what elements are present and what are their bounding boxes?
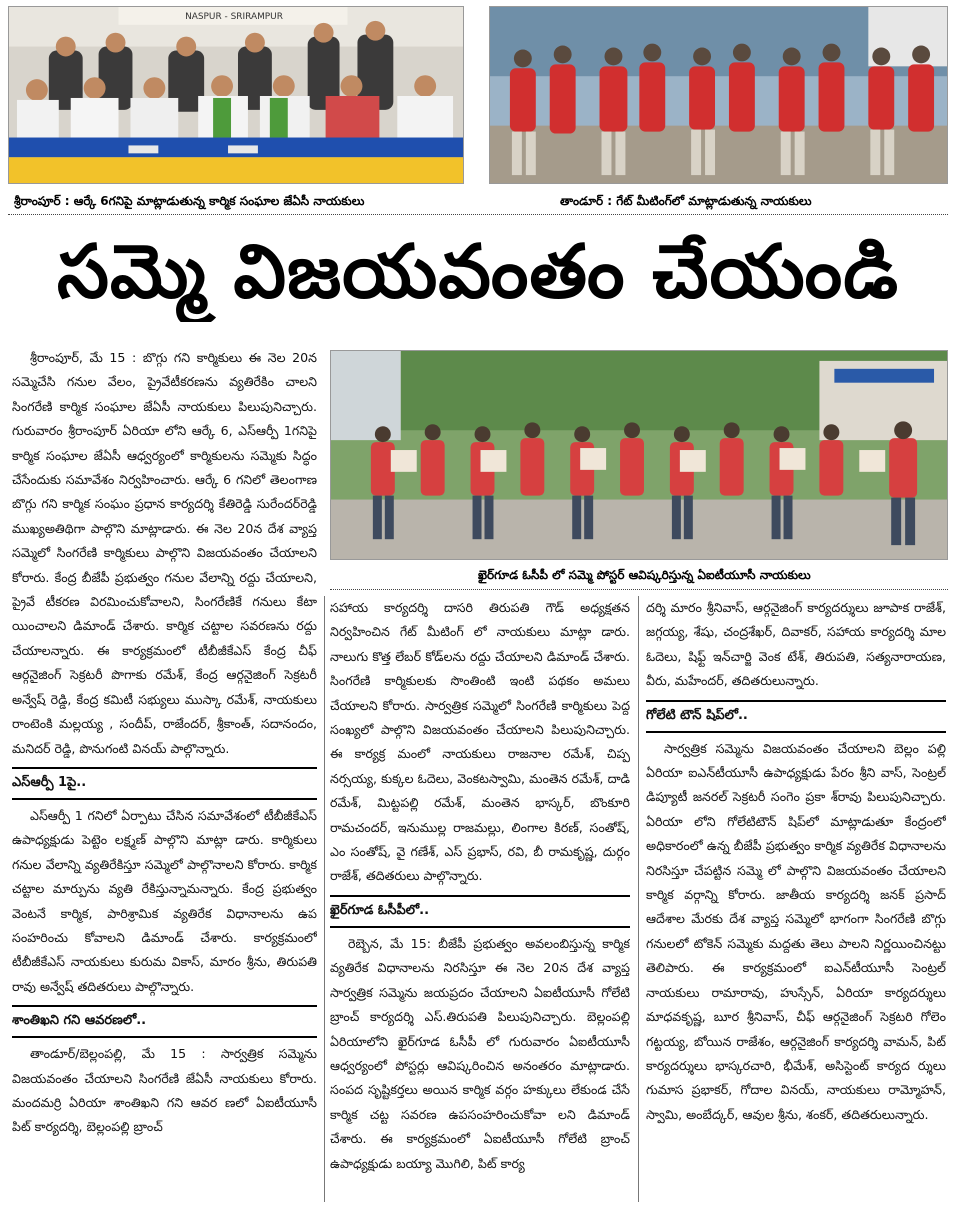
photo-press-meet [8,6,464,184]
article-paragraph: సహాయ కార్యదర్శి దాసరి తిరుపతి గౌడ్ అధ్యక్షతన నిర్వహించిన గేట్ మీటింగ్ లో నాయకులు మాట్లా డారు. నాలుగు కొత్త లేబర్ కోడ్‌లను రద్దు చేయాలని డిమాండ్ చేశారు. సింగరేణి కార్మికులకు సొంతింటి ఇంటి పథకం అమలు చేయాలని కోరారు. సార్వత్రిక సమ్మెలో సింగరేణి కార్మికులు పెద్ద సంఖ్యలో పాల్గొని విజయవంతం చేయాలని పిలుపునిచ్చారు. ఈ కార్యక్ర మంలో నాయకులు రాజనాల రమేశ్, చిప్ప నర్సయ్య, కుక్కల ఓదెలు, వెంకటస్వామి, మంతెన రమేశ్, దాడి రమేశ్, మిట్టపల్లి రమేశ్, మంతెన భాస్కర్, బొంకూరి రామచందర్, ఇనుముల్ల రాజమల్లు, లింగాల కిరణ్, సంతోష్, ఎం సంతోష్, వై గణేశ్, ఎస్ ప్రభాస్, రవి, బీ రామకృష్ణ, దుర్గం రాజేశ్, తదితరులు పాల్గొన్నారు. [330,600,630,884]
top-divider [8,214,948,215]
subheading-srp1: ఎస్ఆర్పీ 1పై.. [12,767,317,800]
article-column-1 [12,346,317,1202]
photo-banner-text: NASPUR - SRIRAMPUR [185,11,283,22]
article-column-3 [646,596,946,1202]
caption-press-meet: శ్రీరాంపూర్ : ఆర్కే 6గనిపై మాట్లాడుతున్న కార్మిక సంఘాల జేఏసీ నాయకులు [14,194,365,208]
article-paragraph: ఎస్ఆర్పీ 1 గనిలో ఏర్పాటు చేసిన సమావేశంలో టీబీజీకేఎస్ ఉపాధ్యక్షుడు పెట్టెం లక్ష్మణ్ పాల్గొని మాట్లా డారు. కార్మికులు గనుల వేలాన్ని వ్యతిరేకిస్తూ సమ్మెలో పాల్గొనాలని కోరారు. కార్మిక చట్టాల మార్పును వ్యతి రేకిస్తున్నామన్నారు. కేంద్ర ప్రభుత్వం వెంటనే కార్మిక, పారిశ్రామిక వ్యతిరేక విధానాలను ఉప సంహరించు కోవాలని డిమాండ్ చేశారు. కార్యక్రమంలో టీబీజీకేఎస్ నాయకులు కురుమ వికాస్, మారం శ్రీను, తిరుపతి రావు అన్వేష్ తదితరులు పాల్గొన్నారు. [12,807,317,994]
subheading-shanthikhani: శాంతిఖని గని ఆవరణలో.. [12,1005,317,1038]
caption-poster-release: ఖైర్‌గూడ ఓసీపీ లో సమ్మె పోస్టర్ ఆవిష్కరిస్తున్న ఏఐటీయూసీ నాయకులు [478,568,811,582]
article-paragraph: శ్రీరాంపూర్, మే 15 : బొగ్గు గని కార్మికులు ఈ నెల 20న సమ్మెచేసి గనుల వేలం, ప్రైవేటీకరణను వ్యతిరేకిం చాలని సింగరేణి కార్మిక సంఘాల జేఏసీ నాయకులు పిలుపునిచ్చారు. గురువారం శ్రీరాంపూర్ ఏరియా లోని ఆర్కే 6, ఎస్ఆర్పీ 1గనిపై కార్మిక సంఘాల జేఏసీ ఆధ్వర్యంలో కార్మికులను సమ్మెకు సిద్ధం చేసేందుకు సమావేశం నిర్వహించారు. ఆర్కే 6 గనిలో తెలంగాణ బొగ్గు గని కార్మిక సంఘం ప్రధాన కార్యదర్శి కేతిరెడ్డి సురేందర్‌రెడ్డి ముఖ్యఅతిథిగా పాల్గొని మాట్లాడారు. ఈ నెల 20న దేశ వ్యాప్త సమ్మెలో సింగరేణి కార్మికులు పాల్గొని విజయవంతం చేయాలని కోరారు. కేంద్ర బీజేపీ ప్రభుత్వం గనుల వేలాన్ని రద్దు చేయాలని, ప్రైవే టీకరణ విరమించుకోవాలని, సింగరేణికే గనులు కేటా యించాలని డిమాండ్ చేశారు. కార్మిక చట్టాల సవరణను రద్దు చేయాలన్నారు. ఈ కార్యక్రమంలో టీబీజీకేఎస్ కేంద్ర చీఫ్ ఆర్గనైజింగ్ సెక్రటరీ పొగాకు రమేశ్, కేంద్ర ఆర్గనైజింగ్ సెక్రటరీ అన్వేష్ రెడ్డి, కేంద్ర కమిటీ సభ్యులు ముస్కా రమేశ్, నాయకులు రాంటెంకి మల్లయ్య , సందీప్, రాజేందర్, శ్రీకాంత్, సదానందం, మనిదర్ రెడ్డి, పొనుగంటి వినయ్ పాల్గొన్నారు. [12,350,317,756]
headline: సమ్మె విజయవంతం చేయండి [57,229,899,315]
caption-gate-meeting: తాండూర్ : గేట్ మీటింగ్‌లో మాట్లాడుతున్న నాయకులు [560,194,812,208]
middle-divider [330,589,948,590]
article-paragraph: తాండూర్/బెల్లంపల్లి, మే 15 : సార్వత్రిక సమ్మెను విజయవంతం చేయాలని సింగరేణి జేఏసీ నాయకులు కోరారు. మందమర్రి ఏరియా శాంతిఖని గని ఆవర ణలో ఏఐటీయూసీ పిట్ కార్యదర్శి, బెల్లంపల్లి బ్రాంచ్ [12,1046,317,1135]
column-divider [324,596,325,1202]
article-paragraph: రెబ్బెన, మే 15: బీజేపీ ప్రభుత్వం అవలంబిస్తున్న కార్మిక వ్యతిరేక విధానాలను నిరసిస్తూ ఈ నెల 20న దేశ వ్యాప్త సార్వత్రిక సమ్మెను జయప్రదం చేయాలని ఏఐటీయూసీ గోలేటి బ్రాంచ్ కార్యదర్శి ఎస్.తిరుపతి పిలుపునిచ్చారు. బెల్లంపల్లి ఏరియాలోని ఖైర్‌గూడ ఓసీపీ లో గురువారం ఏఐటీయూసీ ఆధ్వర్యంలో పోస్టర్లు ఆవిష్కరించిన అనంతరం మాట్లాడారు. సంపద సృష్టికర్తలు అయిన కార్మిక వర్గం హక్కులు లేకుండ చేసే కార్మిక చట్ట సవరణ ఉపసంహరించుకోవా లని డిమాండ్ చేశారు. ఈ కార్యక్రమంలో ఏఐటీయూసీ గోలేటి బ్రాంచ్ ఉపాధ్యక్షుడు బయ్యా మొగిలి, పిట్ కార్య [330,935,630,1171]
subheading-khairguda: ఖైర్‌గూడ ఓసీపీలో.. [330,895,630,928]
photo-poster-release [330,350,948,560]
subheading-goleti-township: గోలేటి టౌన్ షిప్‌లో.. [646,700,946,733]
column-divider [638,596,639,1202]
photo-gate-meeting [489,6,948,184]
article-paragraph: దర్శి మారం శ్రీనివాస్, ఆర్గనైజింగ్ కార్యదర్శులు జూపాక రాజేశ్, జగ్గయ్య, శేషు, చంద్రశేఖర్, దివాకర్, సహాయ కార్యదర్శి మాల ఓదెలు, షిఫ్ట్ ఇన్‌చార్జి వెంక టేశ్, తిరుపతి, సత్యనారాయణ, వీరు, మహేందర్, తదితరులున్నారు. [646,600,946,689]
article-column-2 [330,596,630,1202]
article-paragraph: సార్వత్రిక సమ్మెను విజయవంతం చేయాలని బెల్లం పల్లి ఏరియా ఐఎన్‌టీయూసీ ఉపాధ్యక్షుడు పేరం శ్రీని వాస్, సెంట్రల్ డిప్యూటీ జనరల్ సెక్రటరీ సంగెం ప్రకా శ్‌రావు పిలుపునిచ్చారు. ఏరియా లోని గోలేటిటౌన్ షిప్‌లో మాట్లాడుతూ కేంద్రంలో అధికారంలో ఉన్న బీజేపీ ప్రభుత్వం కార్మిక వ్యతిరేక విధానాలను నిరసిస్తూ చేపట్టిన సమ్మె లో పాల్గొని విజయవంతం చేయాలని కార్మిక వర్గాన్ని కోరారు. జాతీయ కార్యదర్శి జనక్ ప్రసాద్ ఆదేశాల మేరకు దేశ వ్యాప్త సమ్మెలో భాగంగా సింగరేణి బొగ్గు గనులలో టోకెన్ సమ్మెకు మద్దతు తెలు పాలని నిర్ణయించినట్టు తెలిపారు. ఈ కార్యక్రమంలో ఐఎన్‌టీయూసీ సెంట్రల్ నాయకులు రామారావు, హుస్సేన్, ఏరియా కార్యదర్శులు మాధవకృష్ణ, బూర శ్రీనివాస్, చీఫ్ ఆర్గనైజింగ్ సెక్రటరి గోలెం గట్టయ్య, బోయిన రాజేశం, ఆర్గనైజింగ్ కార్యదర్శి వామన్, పిట్ కార్యదర్శులు భాస్కరచారి, భీమేశ్, అసిస్టెంట్ కార్యద ర్శులు గుమాస ప్రభాకర్, గోదాల వినయ్, నాయకులు రామ్మోహన్, స్వామి, అంబేద్కర్, ఆవుల శ్రీను, శంకర్, తదితరులున్నారు. [646,740,946,1122]
